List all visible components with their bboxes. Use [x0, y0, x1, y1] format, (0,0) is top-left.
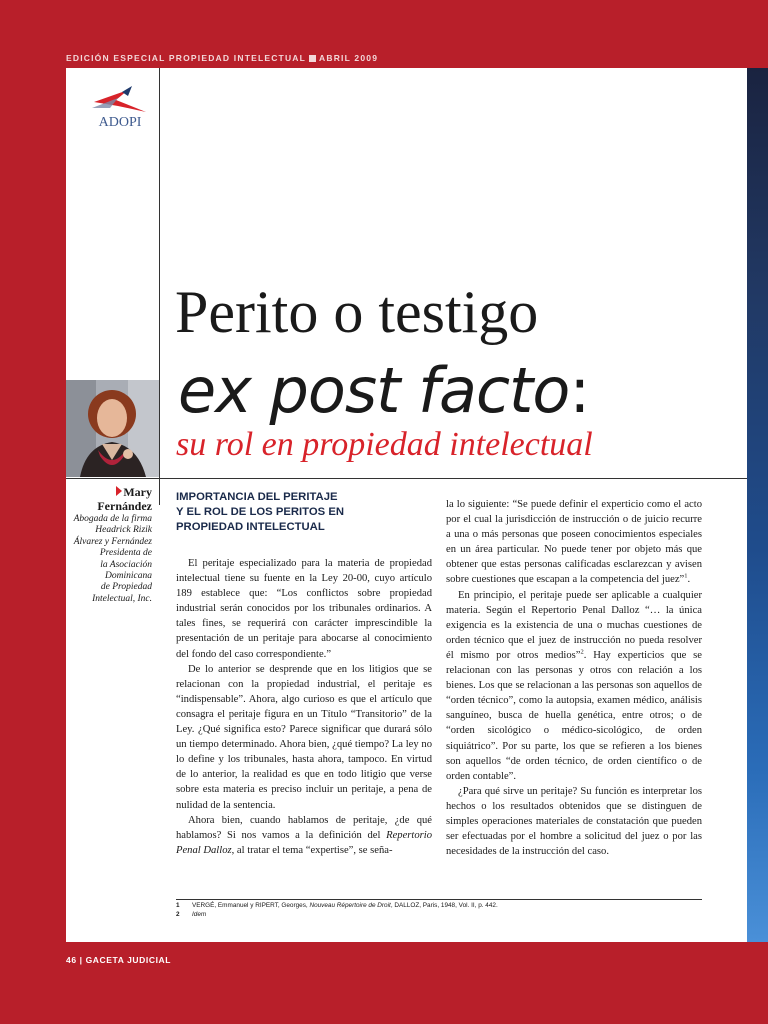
- article-subtitle: su rol en propiedad intelectual: [176, 426, 593, 463]
- page-number: 46: [66, 955, 77, 965]
- page-footer: 46 | GACETA JUDICIAL: [66, 955, 172, 965]
- title-latin-phrase: ex post facto: [178, 354, 570, 427]
- paragraph: En principio, el peritaje puede ser aplicable a cualquier materia. Según el Repertorio Penal Dalloz “… la única exigencia es la existencia de una o muchas cuestiones de orden técnico que el juez de instrucción no pueda resolver él mismo por otros medios”$^2$. Hay experticios que se relacionan con las personas y otros con relación a los bienes. Los que se relacionan a las personas son aquellos de “orden técnico”, como la autopsia, examen médico, análisis sanguíneo, busca de huella genética, entre otros; o de “orden sicológico o médico-sicológico, de orden siquiátrico”. Por su parte, los que se refieren a los bienes son aquellos “de orden técnico, de orden científico o de orden contable”.: [446, 589, 702, 782]
- article-title-line2: [178, 354, 590, 427]
- footnote-ref: 1: [684, 572, 688, 580]
- author-affiliation: Abogada de la firma Headrick Rizik Álvarez y Fernández Presidenta de la Asociación Dominicana de Propiedad Intelectual, Inc.: [73, 514, 152, 604]
- margin-divider: [159, 68, 160, 505]
- footnote-ref: 2: [580, 648, 584, 656]
- section-heading: IMPORTANCIA DEL PERITAJE Y EL ROL DE LOS PERITOS EN PROPIEDAD INTELECTUAL: [176, 491, 345, 533]
- paragraph: la lo siguiente: “Se puede definir el experticio como el acto por el cual la jurisdicción de instrucción o de juicio recurre a una o más personas que poseen conocimientos especiales en un área particular. No puede tener por objeto más que obtener que estas personas calificadas esclarezcan y avisen sobre cuestiones que escapan a la competencia del juez”$^1$.: [446, 499, 702, 586]
- paragraph: ¿Para qué sirve un peritaje? Su función es interpretar los hechos o los resultados obtenidos que se distinguen de simples operaciones materiales de constatación que pueden ser efectuadas por el hombre a solicitud del juez o por las necesidades de la instrucción del caso.: [446, 785, 702, 858]
- paragraph: El peritaje especializado para la materia de propiedad intelectual tiene su fuente en la Ley 20-00, cuyo artículo 189 establece que: “Los conflictos sobre propiedad industrial serán conocidos por los tribunales ordinarios. A tales fines, se requerirá con carácter imprescindible la presentación de un peritaje para abocarse al conocimiento del fondo del caso correspondiente.”: [176, 558, 432, 660]
- issue-edition: EDICIÓN ESPECIAL PROPIEDAD INTELECTUAL: [66, 53, 307, 63]
- author-photo: [66, 380, 159, 477]
- article-title-line1: Perito o testigo: [175, 279, 539, 345]
- author-portrait-icon: [66, 380, 159, 477]
- publication-name: GACETA JUDICIAL: [85, 955, 172, 965]
- author-name: Mary Fernández: [97, 485, 152, 513]
- paragraph: De lo anterior se desprende que en los litigios que se relacionan con la propiedad industrial, el peritaje es “indispensable”. Ahora, algo curioso es que el artículo que consagra el peritaje figura en un Título “Transitorio” de la Ley. ¿Qué significa esto? Parece significar que durará sólo un tiempo determinado. Ahora bien, ¿qué tiempo? La ley no lo define y los tribunales, hasta ahora, tampoco. En virtud de lo anterior, la realidad es que en todo litigio que verse sobre esta materia es preciso incluir un peritaje, a pena de nulidad de la sentencia.: [176, 663, 432, 811]
- logo-text: ADOPI: [98, 115, 142, 130]
- adopi-logo-icon: [88, 82, 152, 132]
- footnote-rule: [176, 899, 702, 900]
- body-column-left: [176, 556, 432, 858]
- issue-header: [66, 53, 378, 63]
- square-separator-icon: [309, 55, 316, 62]
- adopi-logo: [88, 82, 152, 132]
- title-rule: [66, 478, 747, 479]
- issue-date: ABRIL 2009: [319, 53, 379, 63]
- title-colon: :: [569, 354, 590, 427]
- paragraph: Ahora bien, cuando hablamos de peritaje, ¿de qué hablamos? Si nos vamos a la definición del Repertorio Penal Dalloz, al tratar el tema “expertise”, se seña-: [176, 814, 432, 856]
- footnote-1: 1 VERGÉ, Emmanuel y RIPERT, Georges, Nouveau Répertoire de Droit, DALLOZ, Paris, 1948, Vol. II, p. 442.: [176, 902, 498, 909]
- decorative-side-strip: [747, 68, 768, 942]
- author-marker-icon: [116, 486, 122, 496]
- footnote-2: 2 Idem: [176, 911, 207, 918]
- body-column-right: [446, 497, 702, 859]
